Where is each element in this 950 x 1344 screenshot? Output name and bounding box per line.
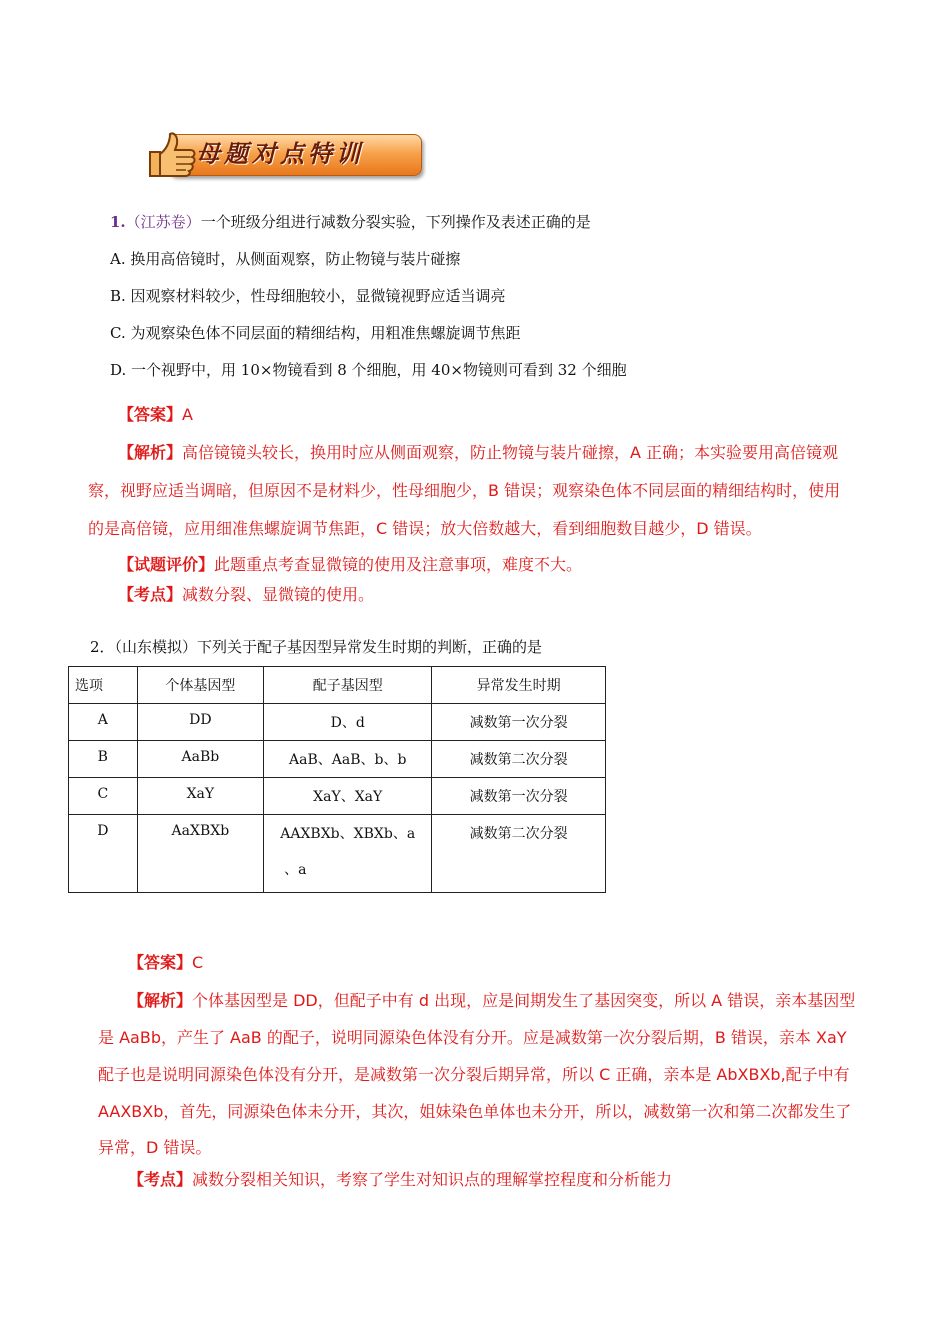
q2-analysis-line-2: 是 AaBb，产生了 AaB 的配子，说明同源染色体没有分开。应是减数第一次分裂后期，B 错误，亲本 XaY	[98, 1028, 847, 1047]
q2-answer-value: C	[192, 953, 204, 972]
q2-analysis-line-5: 异常，D 错误。	[98, 1138, 212, 1157]
q2-analysis-tag: 【解析】	[128, 991, 193, 1010]
row-option: D	[69, 815, 138, 893]
row-individual: XaY	[137, 778, 263, 815]
row-gamete: D、d	[264, 704, 432, 741]
q1-eval-tag: 【试题评价】	[118, 555, 215, 574]
thumbs-up-icon	[140, 128, 202, 180]
q1-analysis-line-1	[118, 440, 838, 463]
row-period: 减数第一次分裂	[432, 704, 606, 741]
row-individual: DD	[137, 704, 263, 741]
header-gamete-genotype: 配子基因型	[264, 667, 432, 704]
q1-option-c: C. 为观察染色体不同层面的精细结构，用粗准焦螺旋调节焦距	[110, 324, 521, 342]
row-option: A	[69, 704, 138, 741]
q2-analysis-line-3: 配子也是说明同源染色体没有分开，是减数第一次分裂后期异常，所以 C 正确，亲本是 AbXBXb,配子中有	[98, 1065, 850, 1084]
q2-point	[128, 1167, 672, 1190]
q1-analysis-line-2: 察，视野应适当调暗，但原因不是材料少，性母细胞少，B 错误；观察染色体不同层面的精细结构时，使用	[88, 481, 841, 500]
q2-answer	[128, 950, 203, 973]
table-row	[69, 741, 606, 778]
header-option: 选项	[69, 667, 138, 704]
q1-stem: 一个班级分组进行减数分裂实验，下列操作及表述正确的是	[200, 213, 591, 231]
table-row	[69, 778, 606, 815]
row-period: 减数第二次分裂	[432, 815, 606, 893]
header-individual-genotype: 个体基因型	[137, 667, 263, 704]
q2-stem: 2．（山东模拟）下列关于配子基因型异常发生时期的判断，正确的是	[90, 638, 543, 656]
q1-number: 1.	[110, 213, 126, 231]
q1-point	[118, 582, 374, 605]
section-banner	[140, 128, 424, 180]
q1-evaluation	[118, 552, 582, 575]
q1-analysis-line-3: 的是高倍镜，应用细准焦螺旋调节焦距，C 错误；放大倍数越大，看到细胞数目越少，D 错误。	[88, 519, 762, 538]
q1-analysis-text-1: 高倍镜镜头较长，换用时应从侧面观察，防止物镜与装片碰擦，A 正确；本实验要用高倍镜观	[182, 443, 839, 462]
q2-options-table	[68, 666, 606, 893]
q1-answer	[118, 402, 193, 425]
row-gamete: AaB、AaB、b、b	[264, 741, 432, 778]
table-row	[69, 815, 606, 893]
q2-point-text: 减数分裂相关知识，考察了学生对知识点的理解掌控程度和分析能力	[192, 1170, 673, 1189]
row-period: 减数第一次分裂	[432, 778, 606, 815]
q1-analysis-tag: 【解析】	[118, 443, 183, 462]
q1-stem-line	[110, 211, 591, 232]
q2-point-tag: 【考点】	[128, 1170, 193, 1189]
header-abnormal-period: 异常发生时期	[432, 667, 606, 704]
q1-option-d: D. 一个视野中，用 10×物镜看到 8 个细胞，用 40×物镜则可看到 32 个细胞	[110, 361, 627, 379]
row-option: C	[69, 778, 138, 815]
q1-point-text: 减数分裂、显微镜的使用。	[182, 585, 375, 604]
q2-answer-tag: 【答案】	[128, 953, 193, 972]
q1-source: （江苏卷）	[125, 213, 201, 231]
q1-answer-tag: 【答案】	[118, 405, 183, 424]
q1-option-b: B. 因观察材料较少，性母细胞较小，显微镜视野应适当调亮	[110, 287, 506, 305]
row-gamete-continued: 、a	[284, 862, 307, 878]
q1-answer-value: A	[182, 405, 193, 424]
row-option: B	[69, 741, 138, 778]
row-period: 减数第二次分裂	[432, 741, 606, 778]
q2-analysis-text-1: 个体基因型是 DD，但配子中有 d 出现，应是间期发生了基因突变，所以 A 错误，亲本基因型	[192, 991, 856, 1010]
table-header-row	[69, 667, 606, 704]
row-gamete: AAXBXb、XBXb、a	[280, 826, 416, 842]
q1-eval-text: 此题重点考查显微镜的使用及注意事项，难度不大。	[214, 555, 583, 574]
q2-analysis-line-4: AAXBXb，首先，同源染色体未分开，其次，姐妹染色单体也未分开，所以，减数第一次和第二次都发生了	[98, 1102, 852, 1121]
q2-analysis-line-1	[128, 988, 855, 1011]
row-gamete-cell	[264, 815, 432, 893]
q1-point-tag: 【考点】	[118, 585, 183, 604]
banner-title: 母题对点特训	[196, 139, 364, 168]
row-gamete: XaY、XaY	[264, 778, 432, 815]
table-row	[69, 704, 606, 741]
q1-option-a: A. 换用高倍镜时，从侧面观察，防止物镜与装片碰擦	[110, 250, 461, 268]
row-individual: AaBb	[137, 741, 263, 778]
row-individual: AaXBXb	[137, 815, 263, 893]
